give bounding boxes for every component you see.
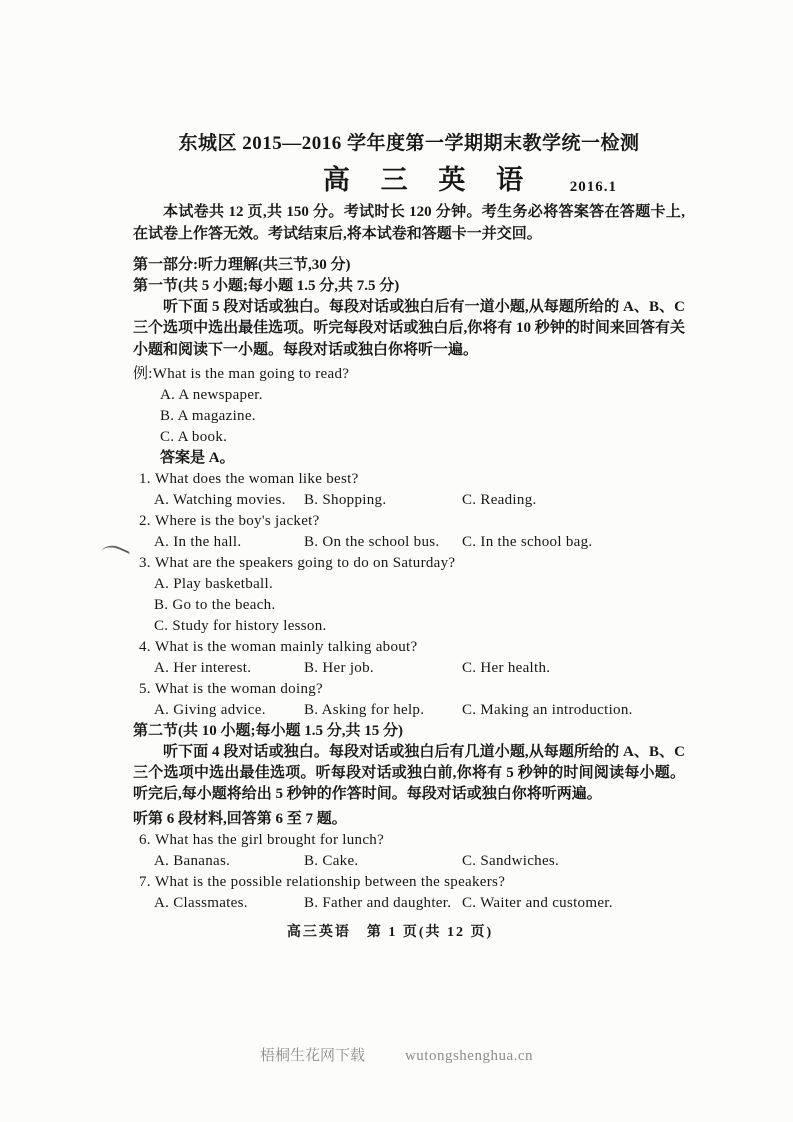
option-c: C. Sandwiches. — [462, 852, 560, 869]
option-b: B. On the school bus. — [304, 533, 440, 550]
question-text: What are the speakers going to do on Saturday? — [155, 554, 456, 571]
subject-row — [133, 163, 685, 197]
option-c: C. In the school bag. — [462, 533, 593, 550]
exam-notice: 本试卷共 12 页,共 150 分。考试时长 120 分钟。考生务必将答案答在答题卡上,在试卷上作答无效。考试结束后,将本试卷和答题卡一并交回。 — [133, 204, 685, 242]
option-a: A. Play basketball. — [154, 575, 274, 592]
example-option-a: A. A newspaper. — [160, 386, 263, 403]
option-b: B. Asking for help. — [304, 701, 425, 718]
question-text: What is the possible relationship between the speakers? — [155, 873, 506, 890]
question-text: What has the girl brought for lunch? — [155, 831, 385, 848]
option-a: A. Classmates. — [154, 894, 248, 911]
question-number: 2. — [139, 512, 151, 529]
question-text: What does the woman like best? — [155, 470, 359, 487]
example-option-c: C. A book. — [160, 428, 228, 445]
example-answer: 答案是 A。 — [160, 449, 235, 466]
question-number: 6. — [139, 831, 151, 848]
question-options — [154, 851, 685, 872]
question-number: 4. — [139, 638, 151, 655]
example-options — [160, 385, 685, 448]
option-c: C. Study for history lesson. — [154, 617, 327, 634]
question-number: 7. — [139, 873, 151, 890]
question-options — [154, 700, 685, 721]
option-b: B. Shopping. — [304, 491, 387, 508]
example-option-b: B. A magazine. — [160, 407, 256, 424]
question-2 — [133, 511, 685, 553]
section2-instructions: 听下面 4 段对话或独白。每段对话或独白后有几道小题,从每题所给的 A、B、C 三个选项中选出最佳选项。听每段对话或独白前,你将有 5 秒钟的时间阅读每小题。听完后,每小题将给出 5 秒钟的作答时间。每段对话或独白你将听两遍。 — [133, 743, 685, 803]
exam-title: 东城区 2015—2016 学年度第一学期期末教学统一检测 — [178, 133, 640, 154]
question-4 — [133, 637, 685, 679]
question-number: 1. — [139, 470, 151, 487]
option-c: C. Reading. — [462, 491, 537, 508]
question-number: 3. — [139, 554, 151, 571]
question-6 — [133, 830, 685, 872]
exam-date: 2016.1 — [569, 179, 617, 195]
watermark — [0, 1044, 793, 1065]
option-a: A. Watching movies. — [154, 491, 286, 508]
listening-example — [133, 364, 685, 469]
option-c: C. Her health. — [462, 659, 551, 676]
question-3 — [133, 553, 685, 637]
question-text: What is the woman doing? — [155, 680, 323, 697]
section1-heading: 第一节(共 5 小题;每小题 1.5 分,共 7.5 分) — [133, 278, 400, 294]
question-1 — [133, 469, 685, 511]
question-options — [154, 658, 685, 679]
exam-sheet — [133, 131, 685, 914]
option-a: A. Bananas. — [154, 852, 231, 869]
question-options — [154, 490, 685, 511]
option-c: C. Waiter and customer. — [462, 894, 613, 911]
option-c: C. Making an introduction. — [462, 701, 633, 718]
question-number: 5. — [139, 680, 151, 697]
watermark-url: wutongshenghua.cn — [404, 1048, 534, 1064]
question-options — [154, 574, 685, 637]
page-number-footer: 高三英语 第 1 页(共 12 页) — [286, 925, 494, 940]
option-b: B. Go to the beach. — [154, 596, 276, 613]
option-b: B. Her job. — [304, 659, 374, 676]
subject-title: 高 三 英 语 — [322, 165, 536, 195]
option-b: B. Father and daughter. — [304, 894, 452, 911]
example-question: 例:What is the man going to read? — [133, 365, 350, 382]
question-options — [154, 893, 685, 914]
option-a: A. Giving advice. — [154, 701, 266, 718]
option-b: B. Cake. — [304, 852, 359, 869]
material-note: 听第 6 段材料,回答第 6 至 7 题。 — [133, 810, 347, 827]
question-5 — [133, 679, 685, 721]
question-options — [154, 532, 685, 553]
stray-pen-mark — [101, 541, 131, 563]
section1-instructions: 听下面 5 段对话或独白。每段对话或独白后有一道小题,从每题所给的 A、B、C 三个选项中选出最佳选项。听完每段对话或独白后,你将有 10 秒钟的时间来回答有关小题和阅读下一小题。每段对话或独白你将听一遍。 — [133, 299, 685, 358]
section2-heading: 第二节(共 10 小题;每小题 1.5 分,共 15 分) — [133, 722, 403, 739]
watermark-label: 梧桐生花网下载 — [259, 1048, 365, 1064]
question-text: Where is the boy's jacket? — [155, 512, 320, 529]
question-text: What is the woman mainly talking about? — [155, 638, 418, 655]
part1-heading: 第一部分:听力理解(共三节,30 分) — [133, 257, 351, 273]
option-a: A. In the hall. — [154, 533, 242, 550]
question-7 — [133, 872, 685, 914]
option-a: A. Her interest. — [154, 659, 252, 676]
